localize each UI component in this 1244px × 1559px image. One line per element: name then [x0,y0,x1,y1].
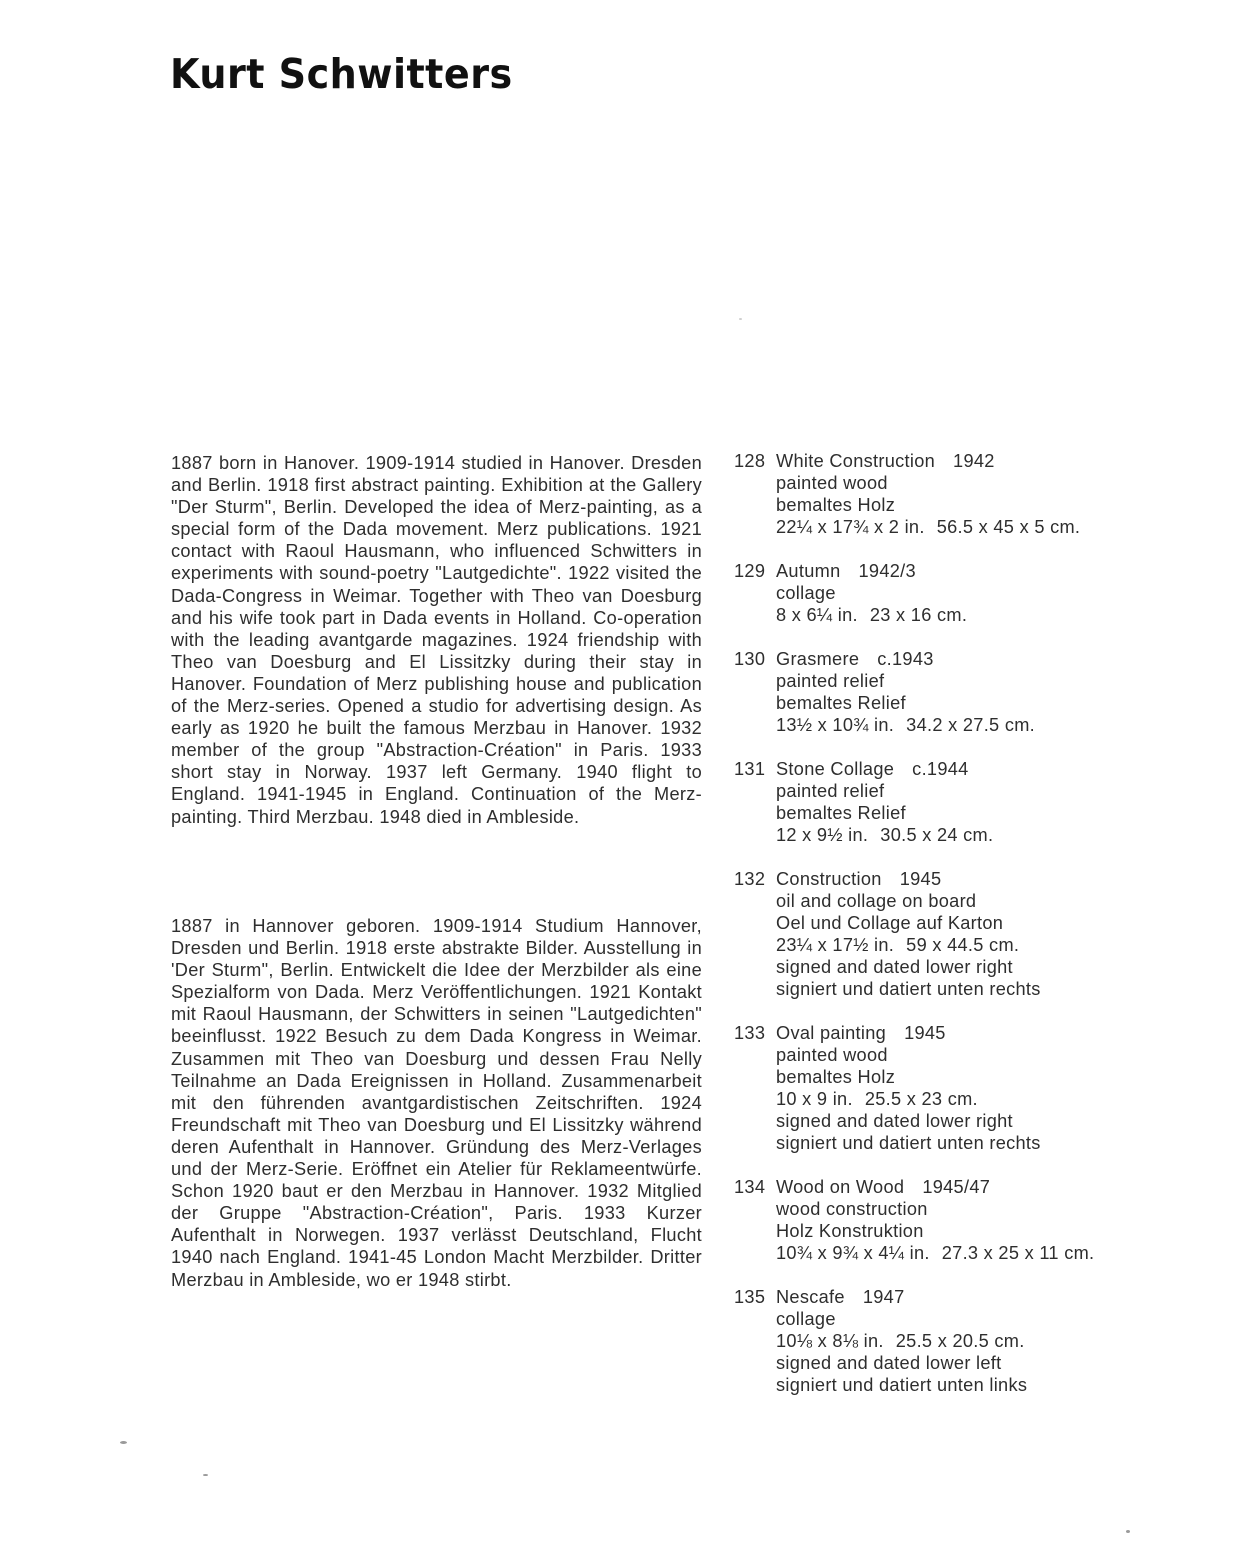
catalog-entry-130 [734,648,1214,736]
entry-number: 135 [734,1287,766,1307]
entry-date: 1945 [904,1023,946,1043]
entry-medium-de: bemaltes Holz [776,495,896,516]
entry-title: Oval painting [776,1023,887,1043]
entry-date: 1947 [862,1287,905,1307]
entry-dimensions-cm: 34.2 x 27.5 cm. [906,715,1036,736]
entry-medium-en: painted relief [776,781,885,802]
entry-title: Construction [776,869,882,889]
entry-medium-en: painted wood [776,1045,888,1066]
catalog-entry-132 [734,868,1214,1001]
entry-number: 134 [734,1177,766,1197]
entry-date: c.1944 [912,759,969,779]
entry-date: c.1943 [877,649,934,669]
entry-number: 133 [734,1023,766,1043]
entry-title: White Construction [776,451,936,471]
entry-medium-de: Holz Konstruktion [776,1221,924,1242]
entry-dimensions-in: 23¼ x 17½ in. [776,935,895,956]
entry-signature-de: signiert und datiert unten rechts [776,979,1041,1000]
biography-english: 1887 born in Hanover. 1909-1914 studied in Hanover. Dresden and Berlin. 1918 first abstract painting. Exhibition at the Gallery "Der Sturm", Berlin. Developed the idea of Merz-painting, as a special form of the Dada movement. Merz publications. 1921 contact with Raoul Hausmann, who influenced Schwitters in experiments with sound-poetry "Lautgedichte". 1922 visited the Dada-Congress in Weimar. Together with Theo van Doesburg and his wife took part in Dada events in Holland. Co-operation with the leading avantgarde magazines. 1924 friendship with Theo van Doesburg and El Lissitzky during their stay in Hanover. Foundation of Merz publishing house and publication of the Merz-series. Opened a studio for advertising design. As early as 1920 he built the famous Merzbau in Hanover. 1932 member of the group "Abstraction-Création" in Paris. 1933 short stay in Norway. 1937 left Germany. 1940 flight to England. 1941-1945 in England. Continuation of the Merz-painting. Third Merzbau. 1948 died in Ambleside. [171,453,702,827]
entry-medium-de: Oel und Collage auf Karton [776,913,1004,934]
entry-dimensions-in: 8 x 6¼ in. [776,605,858,626]
entry-date: 1945 [899,869,942,889]
entry-medium-de: bemaltes Relief [776,803,906,824]
entry-number: 132 [734,869,766,889]
entry-signature-en: signed and dated lower right [776,957,1013,978]
entry-dimensions-in: 13½ x 10¾ in. [776,715,895,736]
entry-number: 130 [734,649,766,669]
entry-title: Nescafe [776,1287,845,1307]
entry-dimensions-in: 12 x 9½ in. [776,825,869,846]
entry-title: Autumn [776,561,841,581]
entry-title: Wood on Wood [776,1177,905,1197]
entry-signature-en: signed and dated lower right [776,1111,1013,1132]
entry-title: Stone Collage [776,759,895,779]
entry-title: Grasmere [776,649,860,669]
entry-dimensions-in: 10⅛ x 8⅛ in. [776,1331,884,1352]
entry-medium-en: collage [776,583,836,604]
page-title: Kurt Schwitters [170,50,513,98]
catalog-entry-135 [734,1286,1214,1396]
catalog-entry-129 [734,560,1214,626]
entry-date: 1945/47 [922,1177,991,1197]
entry-medium-en: wood construction [776,1199,928,1220]
entry-dimensions-in: 10¾ x 9¾ x 4¼ in. [776,1243,930,1264]
entry-dimensions-cm: 30.5 x 24 cm. [880,825,994,846]
entry-number: 131 [734,759,766,779]
entry-dimensions-cm: 56.5 x 45 x 5 cm. [936,517,1081,538]
scan-speck [739,318,742,320]
entry-dimensions-cm: 27.3 x 25 x 11 cm. [941,1243,1095,1264]
entry-signature-en: signed and dated lower left [776,1353,1002,1374]
entry-medium-de: bemaltes Relief [776,693,906,714]
entry-dimensions-cm: 25.5 x 20.5 cm. [895,1331,1025,1352]
entry-dimensions-cm: 23 x 16 cm. [869,605,968,626]
entry-signature-de: signiert und datiert unten rechts [776,1133,1041,1154]
scan-speck [120,1441,127,1444]
catalog-entry-128 [734,450,1214,538]
entry-date: 1942 [953,451,995,471]
entry-signature-de: signiert und datiert unten links [776,1375,1028,1396]
entry-medium-en: collage [776,1309,836,1330]
entry-medium-en: painted wood [776,473,888,494]
entry-medium-en: painted relief [776,671,885,692]
catalog-entry-134 [734,1176,1214,1264]
entry-dimensions-cm: 25.5 x 23 cm. [864,1089,978,1110]
entry-dimensions-in: 10 x 9 in. [776,1089,853,1110]
scan-speck [1126,1530,1130,1533]
entry-dimensions-cm: 59 x 44.5 cm. [906,935,1020,956]
entry-medium-en: oil and collage on board [776,891,977,912]
catalog-entry-133 [734,1022,1214,1155]
biography-german: 1887 in Hannover geboren. 1909-1914 Studium Hannover, Dresden und Berlin. 1918 erste abstrakte Bilder. Ausstellung in 'Der Sturm", Berlin. Entwickelt die Idee der Merzbilder als eine Spezialform von Dada. Merz Veröffentlichungen. 1921 Kontakt mit Raoul Hausmann, der Schwitters in seinen "Lautgedichten" beeinflusst. 1922 Besuch zu dem Dada Kongress in Weimar. Zusammen mit Theo van Doesburg und dessen Frau Nelly Teilnahme an Dada Ereignissen in Holland. Zusammenarbeit mit den führenden avantgardistischen Zeitschriften. 1924 Freundschaft mit Theo van Doesburg und El Lissitzky während deren Aufenthalt in Hannover. Gründung des Merz-Verlages und der Merz-Serie. Eröffnet ein Atelier für Reklameentwürfe. Schon 1920 baut er den Merzbau in Hannover. 1932 Mitglied der Gruppe "Abstraction-Création", Paris. 1933 Kurzer Aufenthalt in Norwegen. 1937 verlässt Deutschland, Flucht 1940 nach England. 1941-45 London Macht Merzbilder. Dritter Merzbau in Ambleside, wo er 1948 stirbt. [171,916,702,1290]
entry-medium-de: bemaltes Holz [776,1067,896,1088]
entry-date: 1942/3 [858,561,916,581]
catalog-entry-131 [734,758,1214,846]
entry-number: 129 [734,561,766,581]
entry-dimensions-in: 22¼ x 17¾ x 2 in. [776,517,925,538]
scan-speck [203,1474,208,1476]
entry-number: 128 [734,451,766,471]
